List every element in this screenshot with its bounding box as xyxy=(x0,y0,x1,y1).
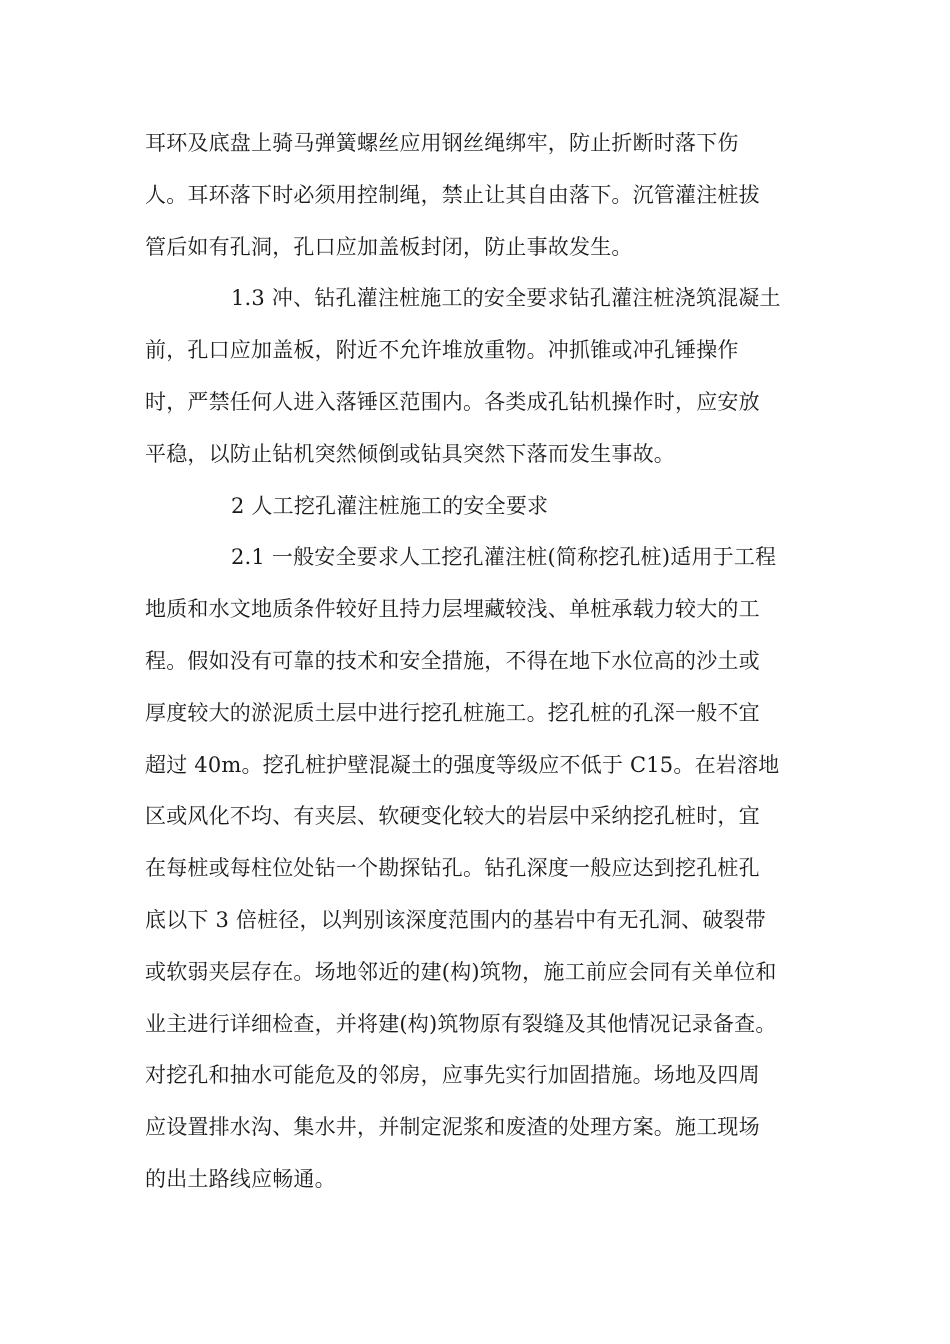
text-line: 在每桩或每柱位处钻一个勘探钻孔。钻孔深度一般应达到挖孔桩孔 xyxy=(145,856,760,881)
text-line: 人。耳环落下时必须用控制绳，禁止让其自由落下。沉管灌注桩拔 xyxy=(145,182,760,207)
text-line: 应设置排水沟、集水井，并制定泥浆和废渣的处理方案。施工现场 xyxy=(145,1115,760,1140)
text-line: 的出土路线应畅通。 xyxy=(145,1166,336,1191)
text-line: 耳环及底盘上骑马弹簧螺丝应用钢丝绳绑牢，防止折断时落下伤 xyxy=(145,131,739,155)
text-line: 业主进行详细检查，并将建(构)筑物原有裂缝及其他情况记录备查。 xyxy=(145,1011,777,1036)
text-line: 前，孔口应加盖板，附近不允许堆放重物。冲抓锥或冲孔锤操作 xyxy=(145,338,739,363)
body-text xyxy=(145,118,810,1206)
section-2-heading: 2 人工挖孔灌注桩施工的安全要求 xyxy=(231,493,549,518)
text-line: 管后如有孔洞，孔口应加盖板封闭，防止事故发生。 xyxy=(145,234,633,259)
text-line: 厚度较大的淤泥质土层中进行挖孔桩施工。挖孔桩的孔深一般不宜 xyxy=(145,700,760,725)
text-line: 区或风化不均、有夹层、软硬变化较大的岩层中采纳挖孔桩时，宜 xyxy=(145,804,760,829)
text-line: 时，严禁任何人进入落锤区范围内。各类成孔钻机操作时，应安放 xyxy=(145,389,760,414)
text-line: 对挖孔和抽水可能危及的邻房，应事先实行加固措施。场地及四周 xyxy=(145,1063,760,1088)
text-line: 程。假如没有可靠的技术和安全措施，不得在地下水位高的沙土或 xyxy=(145,648,760,673)
text-line: 底以下 3 倍桩径，以判别该深度范围内的基岩中有无孔洞、破裂带 xyxy=(145,907,766,932)
text-line: 地质和水文地质条件较好且持力层埋藏较浅、单桩承载力较大的工 xyxy=(145,597,760,622)
section-2-1-line: 2.1 一般安全要求人工挖孔灌注桩(简称挖孔桩)适用于工程 xyxy=(231,545,777,570)
section-1-3-line: 1.3 冲、钻孔灌注桩施工的安全要求钻孔灌注桩浇筑混凝土 xyxy=(231,286,781,311)
text-line: 平稳，以防止钻机突然倾倒或钻具突然下落而发生事故。 xyxy=(145,441,675,466)
text-line: 超过 40m。挖孔桩护壁混凝土的强度等级应不低于 C15。在岩溶地 xyxy=(145,752,780,777)
text-line: 或软弱夹层存在。场地邻近的建(构)筑物，施工前应会同有关单位和 xyxy=(145,959,777,984)
